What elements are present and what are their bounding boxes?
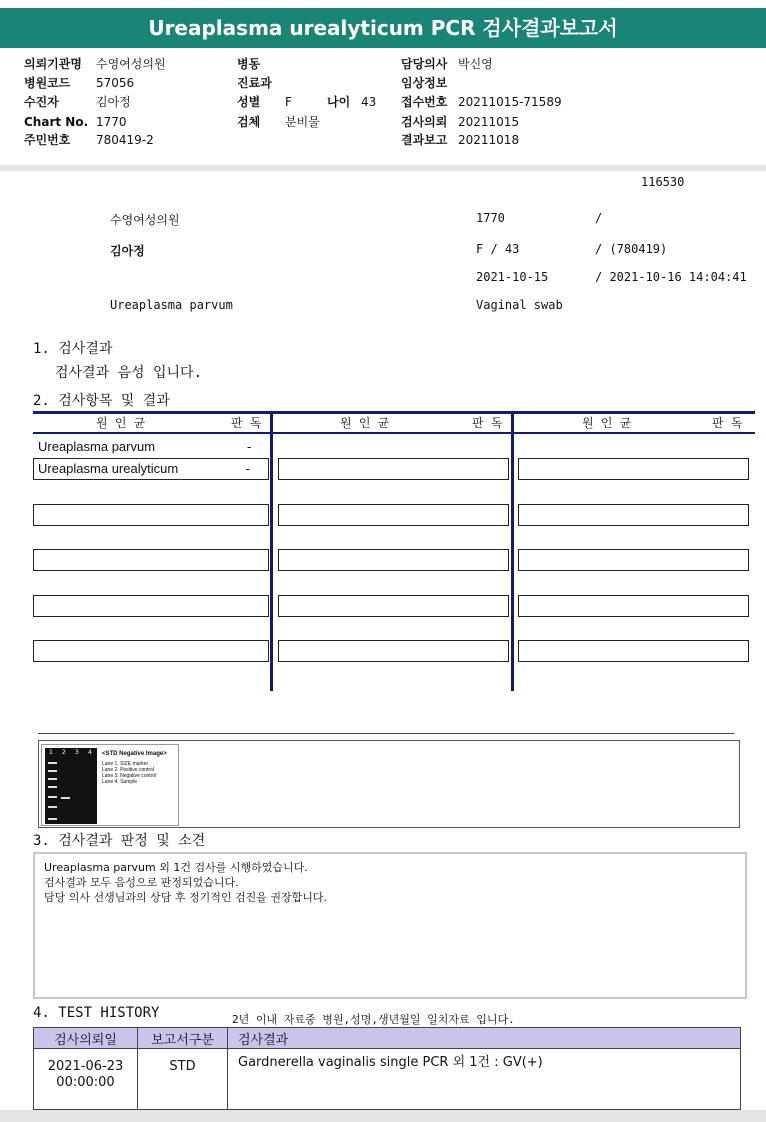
result-cell [278, 504, 509, 526]
findings-box [33, 852, 747, 999]
marker-band [48, 778, 57, 780]
col3-result-header: 판 독 [712, 416, 743, 430]
result-cell [278, 549, 509, 571]
gel-legend [102, 751, 167, 785]
col1-pathogen-header: 원 인 균 [96, 416, 146, 430]
section1-title: 1. 검사결과 [33, 341, 113, 357]
marker-band [48, 770, 57, 772]
age-value: 43 [361, 95, 377, 109]
history-time: 00:00:00 [56, 1075, 115, 1090]
test-name: Ureaplasma parvum [110, 298, 233, 312]
result-cell [278, 640, 509, 662]
marker-band [48, 796, 57, 798]
report-title: Ureaplasma urealyticum PCR 검사결과보고서 [0, 8, 766, 48]
header-ward [237, 55, 260, 74]
hospital-code-value: 57056 [96, 76, 135, 90]
sex-value: F [285, 95, 292, 109]
gel-legend-line: Lane 1. SIZE marker [102, 761, 149, 767]
patient-name: 김아정 [110, 244, 145, 258]
history-date: 2021-06-23 [47, 1059, 124, 1074]
marker-band [48, 762, 57, 764]
history-header-row [34, 1028, 741, 1049]
history-header-type: 보고서구분 [138, 1028, 228, 1049]
history-note: 2년 이내 자료중 병원,성명,생년월일 일치자료 입니다. [232, 1013, 515, 1026]
header-dept [237, 74, 272, 93]
history-row [34, 1049, 741, 1110]
gel-lanes [45, 748, 97, 824]
result-cell [33, 549, 269, 571]
chart-value: 1770 [96, 115, 127, 129]
result-cell [518, 549, 749, 571]
header-report [401, 131, 520, 150]
result-cell [518, 504, 749, 526]
specimen-value: 분비물 [285, 115, 320, 129]
received-date: 2021-10-15 [476, 270, 549, 284]
resident-value: 780419-2 [96, 133, 154, 147]
header-clinical [401, 74, 447, 93]
header-institution [24, 55, 166, 74]
sex-age: F / 43 [476, 242, 520, 256]
gel-image [41, 744, 179, 826]
patient-value: 김아정 [96, 95, 131, 109]
chart-number: 1770 [476, 211, 505, 225]
doctor-value: 박신영 [458, 57, 493, 71]
result-cell [278, 458, 509, 480]
history-header-result: 검사결과 [228, 1028, 741, 1049]
ward-label: 병동 [237, 57, 261, 71]
institution-value: 수영여성의원 [96, 57, 166, 71]
header-patient [24, 93, 131, 112]
result-cell [518, 595, 749, 617]
findings-line: 담당 의사 선생님과의 상담 후 정기적인 검진을 권장합니다. [44, 891, 327, 904]
header-doctor [401, 55, 493, 74]
hospital-code-label: 병원코드 [24, 76, 71, 90]
gel-legend-line: Lane 4. Sample [102, 779, 138, 785]
footer-strip [0, 1110, 766, 1122]
header-request [401, 113, 520, 132]
pathogen-result: - [245, 461, 250, 476]
table-divider-1 [270, 411, 273, 691]
header-receipt [401, 93, 562, 112]
table-divider-2 [511, 411, 514, 691]
report-label: 결과보고 [401, 133, 448, 147]
findings-line: 검사결과 모두 음성으로 판정되었습니다. [44, 876, 239, 889]
marker-band [48, 818, 57, 820]
section2-title: 2. 검사항목 및 결과 [33, 393, 170, 409]
findings-line: Ureaplasma parvum 외 1건 검사를 시행하였습니다. [44, 861, 308, 874]
gel-legend-line: Lane 3. Negative control [102, 773, 157, 779]
age-label: 나이 [327, 95, 351, 109]
pathogen-name: Ureaplasma urealyticum [38, 461, 179, 476]
doctor-label: 담당의사 [401, 57, 448, 71]
pathogen-name: Ureaplasma parvum [38, 439, 156, 454]
section1-text: 검사결과 음성 입니다. [55, 365, 203, 381]
resident-label: 주민번호 [24, 133, 71, 147]
chart-slash: / [595, 211, 603, 225]
marker-band [48, 786, 57, 788]
lane-number: 4 [88, 749, 92, 756]
gel-legend-line: Lane 2. Positive control [102, 767, 154, 773]
col2-pathogen-header: 원 인 균 [340, 416, 390, 430]
result-cell [518, 458, 749, 480]
gel-caption: <STD Negative Image> [102, 751, 167, 757]
lane-number: 2 [62, 749, 66, 756]
positive-band [61, 797, 70, 799]
serial-number: 116530 [641, 175, 685, 189]
col2-result-header: 판 독 [472, 416, 503, 430]
lane-number: 1 [49, 749, 53, 756]
result-cell [33, 458, 269, 480]
header-hospital-code [24, 74, 135, 93]
history-header-date: 검사의뢰일 [34, 1028, 138, 1049]
marker-band [48, 806, 57, 808]
sex-label: 성별 [237, 95, 261, 109]
section4-title: 4. TEST HISTORY [33, 1005, 160, 1021]
request-label: 검사의뢰 [401, 115, 448, 129]
dept-label: 진료과 [237, 76, 272, 90]
header-sex-age [237, 93, 377, 112]
reported-datetime: / 2021-10-16 14:04:41 [595, 270, 747, 284]
receipt-value: 20211015-71589 [458, 95, 562, 109]
header-specimen [237, 113, 320, 132]
clinical-label: 임상정보 [401, 76, 448, 90]
gel-top-rule [38, 733, 734, 734]
lane-number: 3 [75, 749, 79, 756]
institution-label: 의뢰기관명 [24, 57, 82, 71]
chart-label: Chart No. [24, 115, 89, 129]
request-value: 20211015 [458, 115, 520, 129]
header-chart [24, 113, 127, 132]
receipt-label: 접수번호 [401, 95, 448, 109]
history-date-cell [34, 1049, 138, 1110]
patient-label: 수진자 [24, 95, 59, 109]
birth-date: / (780419) [595, 242, 668, 256]
history-table [33, 1027, 741, 1110]
header-separator [0, 165, 766, 171]
result-cell [33, 640, 269, 662]
col1-result-header: 판 독 [231, 416, 262, 430]
report-value: 20211018 [458, 133, 520, 147]
pathogen-result: - [247, 439, 252, 454]
result-cell [33, 595, 269, 617]
specimen-type: Vaginal swab [476, 298, 563, 312]
table-header-rule [33, 432, 755, 434]
result-cell [33, 504, 269, 526]
header-resident [24, 131, 154, 150]
result-cell [278, 595, 509, 617]
section3-title: 3. 검사결과 판정 및 소견 [33, 833, 206, 849]
history-type: STD [138, 1049, 228, 1110]
specimen-label: 검체 [237, 115, 261, 129]
result-cell [518, 640, 749, 662]
history-result: Gardnerella vaginalis single PCR 외 1건 : GV(+) [228, 1049, 741, 1110]
clinic-name: 수영여성의원 [110, 213, 180, 227]
col3-pathogen-header: 원 인 균 [582, 416, 632, 430]
